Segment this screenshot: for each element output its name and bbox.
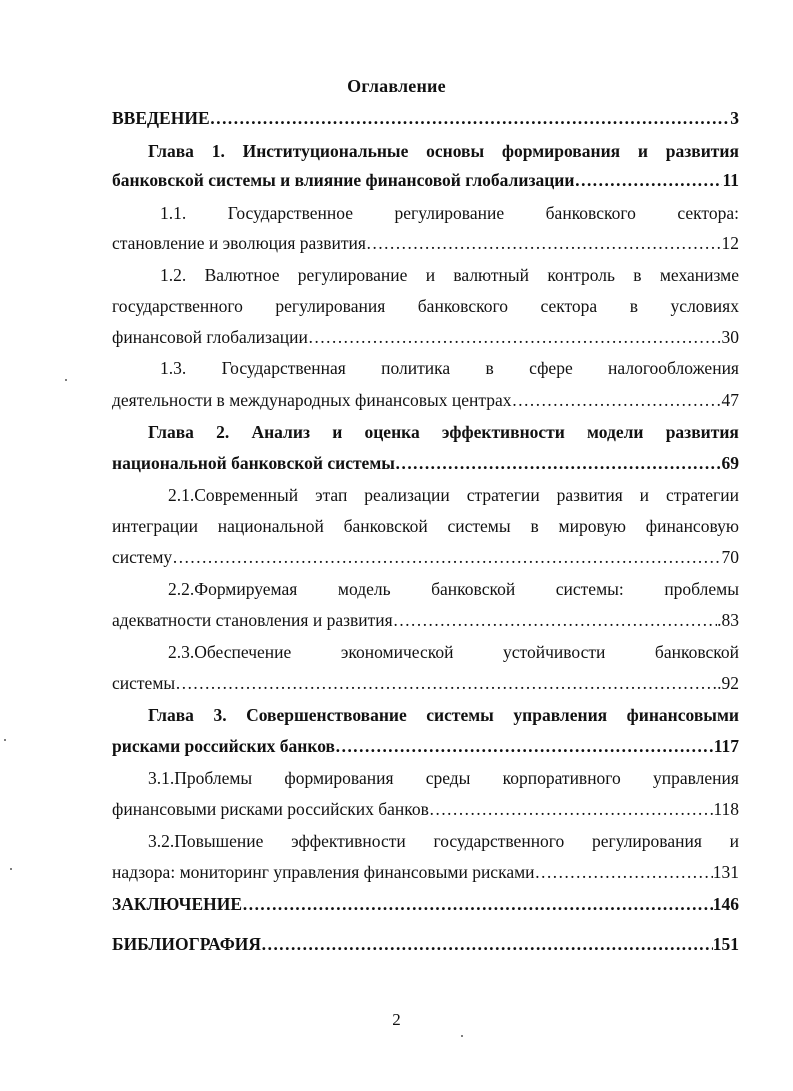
leader-dots	[308, 325, 722, 349]
word: и	[425, 265, 436, 285]
word: управления	[653, 768, 739, 788]
word: развития	[556, 485, 623, 505]
word: регулирование	[297, 265, 408, 285]
word: 3.	[213, 705, 227, 725]
word: регулирования	[592, 831, 702, 851]
leader-dots	[429, 797, 714, 821]
toc-section-1-2-line-2	[112, 294, 739, 318]
word: банковского	[545, 203, 636, 223]
toc-label: систему	[112, 547, 173, 567]
toc-label: адекватности становления и развития	[112, 610, 393, 630]
leader-dots	[574, 168, 722, 192]
word: 2.3.Обеспечение	[168, 642, 292, 662]
word: системы	[426, 705, 494, 725]
toc-label: ЗАКЛЮЧЕНИЕ	[112, 894, 243, 914]
toc-section-1-1-line-2	[112, 231, 739, 255]
word: 1.1.	[160, 203, 187, 223]
word: оценка	[364, 422, 420, 442]
toc-section-1-2-line-3	[112, 325, 739, 349]
toc-section-1-3-line-1	[160, 356, 739, 380]
word: финансовую	[645, 516, 739, 536]
leader-dots	[535, 860, 713, 884]
toc-chapter-2-line-2	[112, 451, 739, 475]
word: Глава	[148, 705, 194, 725]
word: 1.	[211, 141, 225, 161]
toc-section-3-1-line-1	[148, 766, 739, 790]
leader-dots	[261, 932, 713, 956]
word: развития	[665, 141, 739, 161]
word: банковского	[417, 296, 508, 316]
word: мировую	[558, 516, 626, 536]
toc-section-3-2-line-2	[112, 860, 739, 884]
word: формирования	[284, 768, 394, 788]
toc-page: 30	[721, 327, 739, 347]
word: 3.2.Повышение	[148, 831, 264, 851]
word: управления	[513, 705, 608, 725]
word: устойчивости	[503, 642, 606, 662]
toc-section-1-1-line-1	[160, 201, 739, 225]
page-title: Оглавление	[347, 76, 446, 96]
toc-entry-bibliography	[112, 932, 739, 956]
toc-page: 12	[721, 233, 739, 253]
scan-speck	[65, 379, 67, 381]
word: валютный	[453, 265, 530, 285]
toc-section-2-2-line-2	[112, 608, 739, 632]
toc-page: 146	[712, 894, 739, 914]
toc-page: 70	[721, 547, 739, 567]
word: банковской	[654, 642, 739, 662]
word: стратегии	[466, 485, 540, 505]
toc-label: становление и эволюция развития	[112, 233, 366, 253]
scan-speck	[4, 739, 6, 741]
word: Глава	[148, 422, 194, 442]
word: регулирование	[394, 203, 505, 223]
word: модель	[337, 579, 391, 599]
word: регулирования	[275, 296, 386, 316]
word: условиях	[670, 296, 739, 316]
toc-section-2-1-line-3	[112, 545, 739, 569]
word: стратегии	[665, 485, 739, 505]
word: основы	[426, 141, 485, 161]
word: 1.2.	[160, 265, 187, 285]
word: среды	[425, 768, 471, 788]
word: Валютное	[204, 265, 280, 285]
word: 2.	[216, 422, 230, 442]
word: реализации	[364, 485, 450, 505]
word: в	[485, 358, 494, 378]
toc-section-2-2-line-1	[168, 577, 739, 601]
word: государственного	[433, 831, 565, 851]
toc-page: 3	[730, 108, 739, 128]
word: банковской	[343, 516, 428, 536]
word: формирования	[501, 141, 621, 161]
toc-chapter-3-line-2	[112, 734, 739, 758]
toc-section-2-1-line-1	[168, 483, 739, 507]
toc-label: деятельности в международных финансовых центрах	[112, 390, 512, 410]
leader-dots	[172, 545, 721, 569]
toc-page: 47	[721, 390, 739, 410]
leader-dots	[210, 106, 731, 130]
toc-entry-conclusion	[112, 892, 739, 916]
word: банковской	[431, 579, 516, 599]
toc-page: .83	[717, 610, 739, 630]
word: развития	[665, 422, 739, 442]
leader-dots	[393, 608, 717, 632]
scan-speck	[10, 868, 12, 870]
page-number: 2	[392, 1010, 401, 1029]
toc-section-2-3-line-2	[112, 671, 739, 695]
word: этап	[315, 485, 348, 505]
toc-label: БИБЛИОГРАФИЯ	[112, 934, 261, 954]
word: и	[729, 831, 739, 851]
word: финансовыми	[626, 705, 739, 725]
toc-label: национальной банковской системы	[112, 453, 395, 473]
toc-entry-introduction	[112, 106, 739, 130]
word: Институциональные	[242, 141, 409, 161]
word: контроль	[547, 265, 615, 285]
toc-label: надзора: мониторинг управления финансовыми рисками	[112, 862, 535, 882]
toc-section-1-3-line-2	[112, 388, 739, 412]
toc-label: системы	[112, 673, 176, 693]
leader-dots	[175, 671, 717, 695]
toc-label: банковской системы и влияние финансовой глобализации	[112, 170, 575, 190]
word: интеграции	[112, 516, 198, 536]
toc-page: .92	[717, 673, 739, 693]
toc-chapter-2-line-1	[148, 420, 739, 444]
leader-dots	[242, 892, 713, 916]
word: в	[530, 516, 539, 536]
toc-label: финансовой глобализации	[112, 327, 308, 347]
toc-label: финансовыми рисками российских банков	[112, 799, 429, 819]
word: корпоративного	[502, 768, 621, 788]
word: сектора	[540, 296, 598, 316]
toc-chapter-3-line-1	[148, 703, 739, 727]
word: Государственная	[221, 358, 346, 378]
word: национальной	[217, 516, 324, 536]
word: в	[633, 265, 642, 285]
word: Совершенствование	[246, 705, 407, 725]
toc-page: 69	[721, 453, 739, 473]
word: проблемы	[664, 579, 739, 599]
word: 2.1.Современный	[168, 485, 299, 505]
word: 3.1.Проблемы	[148, 768, 253, 788]
toc-page: 118	[713, 799, 739, 819]
word: модели	[587, 422, 644, 442]
word: сфере	[529, 358, 573, 378]
scan-speck	[461, 1035, 463, 1037]
word: Глава	[148, 141, 194, 161]
leader-dots	[512, 388, 722, 412]
word: и	[639, 485, 650, 505]
word: Государственное	[227, 203, 353, 223]
word: в	[629, 296, 639, 316]
word: эффективности	[441, 422, 565, 442]
word: налогообложения	[608, 358, 739, 378]
word: механизме	[659, 265, 739, 285]
word: 1.3.	[160, 358, 187, 378]
word: экономической	[340, 642, 454, 662]
word: Анализ	[251, 422, 310, 442]
word: государственного	[112, 296, 243, 316]
word: политика	[381, 358, 451, 378]
leader-dots	[395, 451, 722, 475]
word: 2.2.Формируемая	[168, 579, 298, 599]
toc-label: рисками российских банков	[112, 736, 335, 756]
toc-page: 11	[722, 170, 739, 190]
toc-section-2-1-line-2	[112, 514, 739, 538]
toc-chapter-1-line-1	[148, 139, 739, 163]
leader-dots	[366, 231, 722, 255]
word: и	[332, 422, 343, 442]
toc-section-2-3-line-1	[168, 640, 739, 664]
toc-section-3-1-line-2	[112, 797, 739, 821]
word: системы:	[555, 579, 624, 599]
word: и	[637, 141, 648, 161]
toc-page: 151	[712, 934, 739, 954]
word: системы	[447, 516, 511, 536]
toc-section-1-2-line-1	[160, 263, 739, 287]
word: сектора:	[677, 203, 739, 223]
toc-section-3-2-line-1	[148, 829, 739, 853]
toc-page: 131	[712, 862, 739, 882]
leader-dots	[335, 734, 714, 758]
toc-page: 117	[713, 736, 739, 756]
toc-chapter-1-line-2	[112, 168, 739, 192]
word: эффективности	[291, 831, 406, 851]
toc-label: ВВЕДЕНИЕ	[112, 108, 210, 128]
